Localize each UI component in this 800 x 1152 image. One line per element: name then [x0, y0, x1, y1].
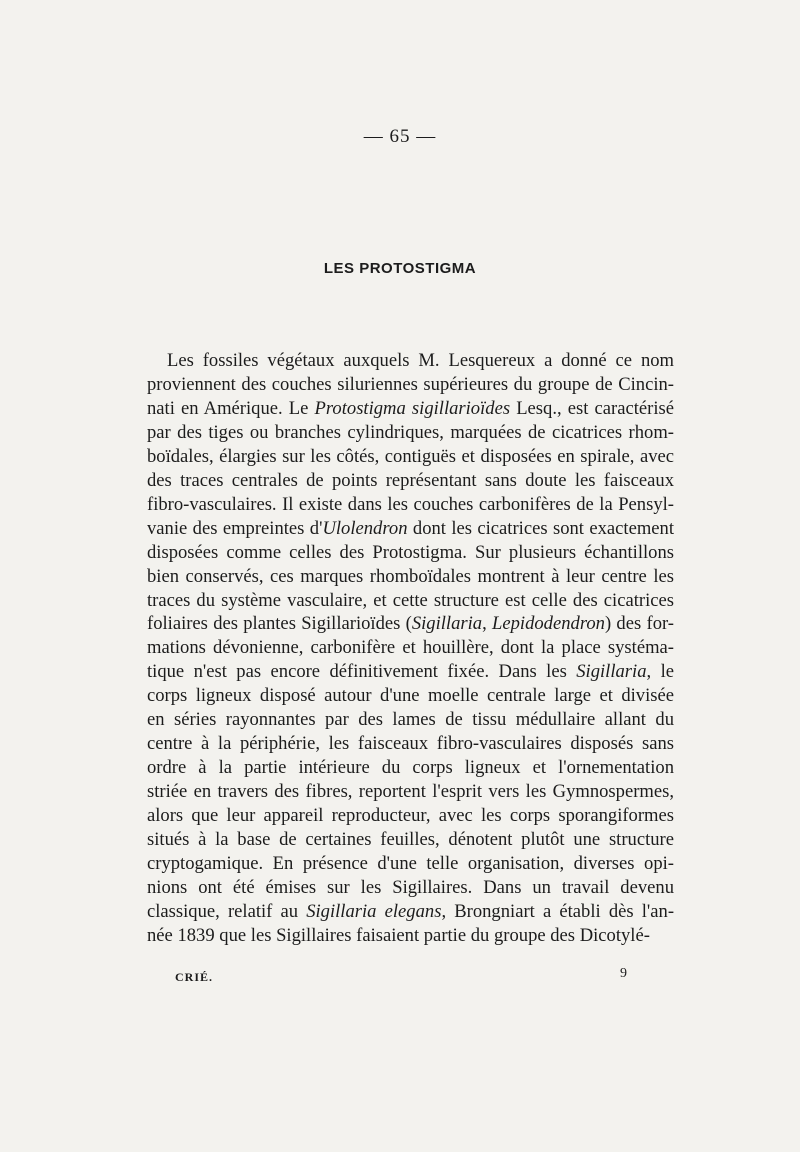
text-run: des traces centrales de points représentant sans doute les faisceaux	[147, 469, 674, 491]
text-line	[147, 684, 674, 708]
text-run: boïdales, élargies sur les côtés, contiguës et disposées en spirale, avec	[147, 445, 674, 467]
text-run: Lesq., est caractérisé	[510, 397, 675, 419]
text-run: vanie des empreintes d'	[147, 517, 323, 539]
text-run: , Brongniart a établi dès l'an-	[441, 900, 675, 922]
italic-term: Sigillaria	[576, 661, 647, 683]
text-line	[147, 565, 674, 589]
text-run: nions ont été émises sur les Sigillaires. Dans un travail devenu	[147, 876, 674, 898]
text-line	[147, 469, 674, 493]
footer-signature: CRIÉ.	[175, 970, 214, 984]
text-line	[147, 445, 674, 469]
text-line	[147, 924, 674, 948]
text-line	[147, 876, 674, 900]
text-run: corps ligneux disposé autour d'une moelle centrale large et divisée	[147, 685, 674, 707]
text-line	[147, 780, 674, 804]
text-run: cryptogamique. En présence d'une telle organisation, diverses opi-	[147, 853, 674, 875]
text-line	[147, 541, 674, 565]
text-line	[147, 756, 674, 780]
italic-term: Sigillaria	[411, 613, 483, 635]
text-run: Les fossiles végétaux auxquels M. Lesquereux a donné ce nom	[167, 350, 674, 371]
text-line	[147, 732, 674, 756]
text-run: situés à la base de certaines feuilles, dénotent plutôt une structure	[147, 829, 674, 851]
text-run: traces du système vasculaire, et cette structure est celle des cicatrices	[147, 589, 674, 611]
text-line	[147, 636, 674, 660]
text-run: alors que leur appareil reproducteur, avec les corps sporangiformes	[147, 805, 674, 827]
text-line	[147, 493, 674, 517]
text-run: née 1839 que les Sigillaires faisaient partie du groupe des Dicotylé-	[147, 924, 650, 946]
footer-sheet-number: 9	[620, 966, 627, 981]
text-line	[147, 804, 674, 828]
text-run: fibro-vasculaires. Il existe dans les couches carbonifères de la Pensyl-	[147, 493, 674, 515]
section-heading: LES PROTOSTIGMA	[323, 260, 477, 277]
text-line	[147, 421, 674, 445]
text-line	[147, 900, 674, 924]
text-run: dont les cicatrices sont exactement	[407, 517, 675, 539]
text-line	[147, 708, 674, 732]
text-run: striée en travers des fibres, reportent l'esprit vers les Gymnospermes,	[147, 781, 674, 803]
italic-term: Protostigma sigillarioïdes	[314, 397, 511, 419]
page-number: — 65 —	[363, 126, 437, 147]
body-paragraph	[147, 349, 674, 948]
italic-term: Lepidodendron	[492, 613, 605, 635]
text-line	[147, 349, 674, 373]
text-line	[147, 612, 674, 636]
text-line	[147, 660, 674, 684]
text-run: proviennent des couches siluriennes supérieures du groupe de Cincin-	[147, 373, 674, 395]
text-run: centre à la périphérie, les faisceaux fibro-vasculaires disposés sans	[147, 733, 674, 755]
text-run: tique n'est pas encore définitivement fixée. Dans les	[147, 661, 577, 683]
text-run: ,	[482, 613, 493, 635]
text-line	[147, 852, 674, 876]
text-line	[147, 397, 674, 421]
text-run: en séries rayonnantes par des lames de tissu médullaire allant du	[147, 709, 674, 731]
text-line	[147, 517, 674, 541]
text-run: nati en Amérique. Le	[147, 397, 315, 419]
text-line	[147, 828, 674, 852]
italic-term: Sigillaria elegans	[306, 900, 442, 922]
text-line	[147, 589, 674, 613]
text-run: mations dévonienne, carbonifère et houillère, dont la place systéma-	[147, 637, 674, 659]
italic-term: Ulolendron	[322, 517, 408, 539]
text-run: disposées comme celles des Protostigma. Sur plusieurs échantillons	[147, 541, 674, 563]
text-run: ordre à la partie intérieure du corps ligneux et l'ornementation	[147, 757, 674, 779]
text-line	[147, 373, 674, 397]
text-run: classique, relatif au	[147, 900, 307, 922]
text-run: ) des for-	[604, 613, 674, 635]
text-run: foliaires des plantes Sigillarioïdes (	[147, 613, 412, 635]
text-run: , le	[646, 661, 674, 683]
text-run: bien conservés, ces marques rhomboïdales montrent à leur centre les	[147, 565, 674, 587]
text-run: par des tiges ou branches cylindriques, marquées de cicatrices rhom-	[147, 421, 674, 443]
